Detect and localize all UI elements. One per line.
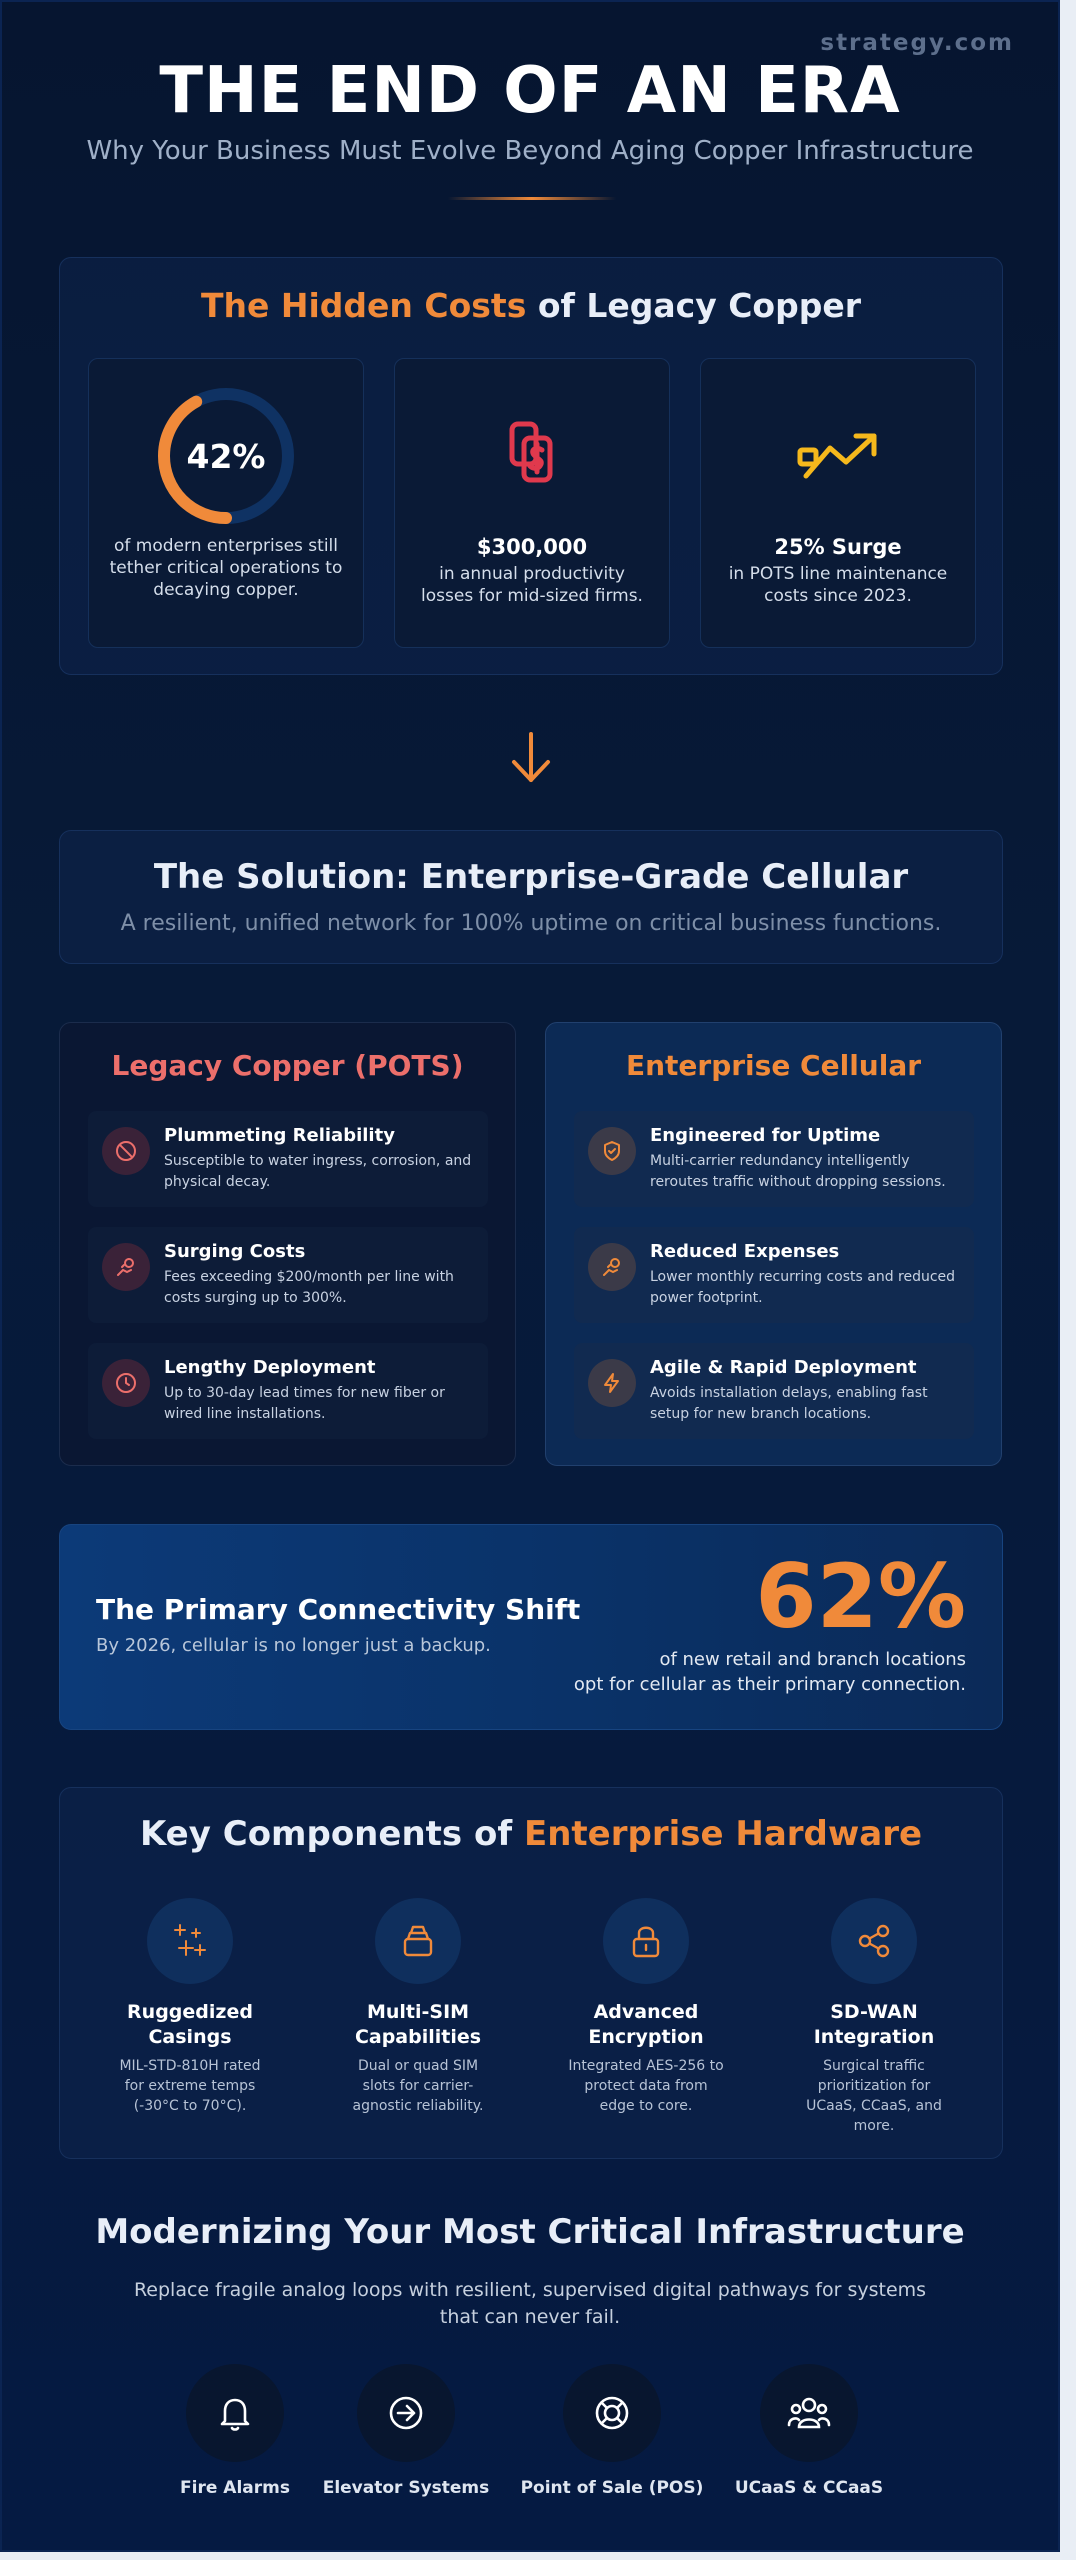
system-elevators — [296, 2364, 516, 2498]
stat-text: of modern enterprises still tether critical operations to decaying copper. — [109, 536, 343, 600]
legacy-copper-panel — [59, 1022, 516, 1466]
stat-value: $300,000 — [476, 535, 588, 559]
components-section — [59, 1787, 1003, 2159]
legacy-item — [88, 1343, 488, 1439]
system-label: UCaaS & CCaaS — [734, 2478, 884, 2498]
shift-text-line: opt for cellular as their primary connection. — [573, 1674, 966, 1695]
hidden-costs-title-rest: of Legacy Copper — [526, 286, 862, 325]
stat-value: 25% Surge — [774, 535, 902, 559]
hidden-costs-title — [60, 286, 1002, 325]
components-title-accent: Enterprise Hardware — [523, 1814, 923, 1854]
legacy-item-desc: Fees exceeding $200/month per line with costs surging up to 300%. — [164, 1269, 454, 1306]
brand-watermark: strategy.com — [820, 30, 1014, 56]
stat-card-enterprises — [88, 358, 364, 648]
solution-title: The Solution: Enterprise-Grade Cellular — [153, 857, 909, 897]
clock-icon — [102, 1359, 150, 1407]
shift-subtitle: By 2026, cellular is no longer just a backup. — [96, 1635, 491, 1656]
component-title: Advanced Encryption — [588, 2001, 704, 2048]
system-label: Fire Alarms — [180, 2478, 290, 2498]
legacy-item — [88, 1111, 488, 1207]
hand-coin-icon — [102, 1243, 150, 1291]
cellular-item-desc: Multi-carrier redundancy intelligently reroutes traffic without dropping sessions. — [650, 1153, 946, 1190]
cellular-item-desc: Avoids installation delays, enabling fast setup for new branch locations. — [650, 1385, 928, 1422]
hand-coin-icon — [588, 1243, 636, 1291]
ban-icon — [102, 1127, 150, 1175]
connectivity-shift-banner — [59, 1524, 1003, 1730]
component-ruggedized — [90, 1898, 290, 2116]
stat-percent: 42% — [186, 436, 266, 476]
component-desc: Surgical traffic prioritization for UCaaS, CCaaS, and more. — [806, 2058, 942, 2134]
system-pos — [502, 2364, 722, 2498]
sim-stack-icon — [375, 1898, 461, 1984]
hidden-costs-title-accent: The Hidden Costs — [200, 286, 527, 325]
shift-text — [574, 1647, 966, 1697]
component-title: SD-WAN Integration — [813, 2001, 935, 2048]
money-icon — [395, 381, 669, 531]
arrow-circle-icon — [357, 2364, 455, 2462]
arrow-down-icon — [508, 730, 554, 790]
lock-icon — [603, 1898, 689, 1984]
page-subtitle: Why Your Business Must Evolve Beyond Aging Copper Infrastructure — [86, 136, 974, 166]
stat-card-surge — [700, 358, 976, 648]
system-label: Elevator Systems — [322, 2478, 490, 2498]
cellular-item-title: Reduced Expenses — [650, 1241, 840, 1262]
modernizing-title: Modernizing Your Most Critical Infrastructure — [95, 2212, 965, 2252]
cellular-item — [574, 1111, 974, 1207]
legacy-item-title: Surging Costs — [164, 1241, 306, 1262]
shift-text-line: of new retail and branch locations — [659, 1649, 966, 1670]
components-title — [60, 1814, 1002, 1854]
cellular-title: Enterprise Cellular — [625, 1049, 922, 1082]
stat-text: in annual productivity losses for mid-sized firms. — [421, 564, 643, 606]
components-title-rest: Key Components of — [139, 1814, 524, 1854]
cellular-item-title: Agile & Rapid Deployment — [650, 1357, 917, 1378]
component-multi-sim — [318, 1898, 518, 2116]
percentage-ring — [89, 381, 363, 531]
legacy-item-desc: Susceptible to water ingress, corrosion, and physical decay. — [164, 1153, 472, 1190]
shift-title: The Primary Connectivity Shift — [96, 1593, 581, 1626]
component-title: Multi-SIM Capabilities — [354, 2001, 482, 2048]
legacy-item-title: Plummeting Reliability — [164, 1125, 395, 1146]
component-title: Ruggedized Casings — [127, 2001, 253, 2048]
solution-subtitle: A resilient, unified network for 100% uptime on critical business functions. — [120, 911, 942, 936]
solution-section — [59, 830, 1003, 964]
legacy-title: Legacy Copper (POTS) — [111, 1049, 464, 1082]
legacy-item-desc: Up to 30-day lead times for new fiber or wired line installations. — [164, 1385, 445, 1422]
stat-text: in POTS line maintenance costs since 2023. — [728, 564, 948, 606]
lightning-icon — [588, 1359, 636, 1407]
share-nodes-icon — [831, 1898, 917, 1984]
cellular-item — [574, 1227, 974, 1323]
users-icon — [760, 2364, 858, 2462]
enterprise-cellular-panel — [545, 1022, 1002, 1466]
bell-icon — [186, 2364, 284, 2462]
component-sd-wan — [774, 1898, 974, 2136]
legacy-item-title: Lengthy Deployment — [164, 1357, 376, 1378]
component-encryption — [546, 1898, 746, 2116]
cellular-item — [574, 1343, 974, 1439]
shift-percent: 62% — [755, 1545, 966, 1648]
hidden-costs-section — [59, 257, 1003, 675]
modernizing-subtitle: Replace fragile analog loops with resilient, supervised digital pathways for systems that can never fail. — [133, 2279, 927, 2328]
stat-card-productivity — [394, 358, 670, 648]
component-desc: MIL-STD-810H rated for extreme temps (-30°C to 70°C). — [119, 2058, 261, 2114]
system-label: Point of Sale (POS) — [520, 2478, 704, 2498]
shield-check-icon — [588, 1127, 636, 1175]
component-desc: Dual or quad SIM slots for carrier-agnostic reliability. — [352, 2058, 484, 2114]
sparkles-icon — [147, 1898, 233, 1984]
page-title: THE END OF AN ERA — [159, 54, 901, 128]
cellular-item-title: Engineered for Uptime — [650, 1125, 881, 1146]
cellular-item-desc: Lower monthly recurring costs and reduced power footprint. — [650, 1269, 956, 1306]
component-desc: Integrated AES-256 to protect data from edge to core. — [568, 2058, 724, 2114]
trend-up-icon — [701, 381, 975, 531]
system-ucaas — [699, 2364, 919, 2498]
legacy-item — [88, 1227, 488, 1323]
lifebuoy-icon — [563, 2364, 661, 2462]
title-divider — [448, 197, 616, 200]
